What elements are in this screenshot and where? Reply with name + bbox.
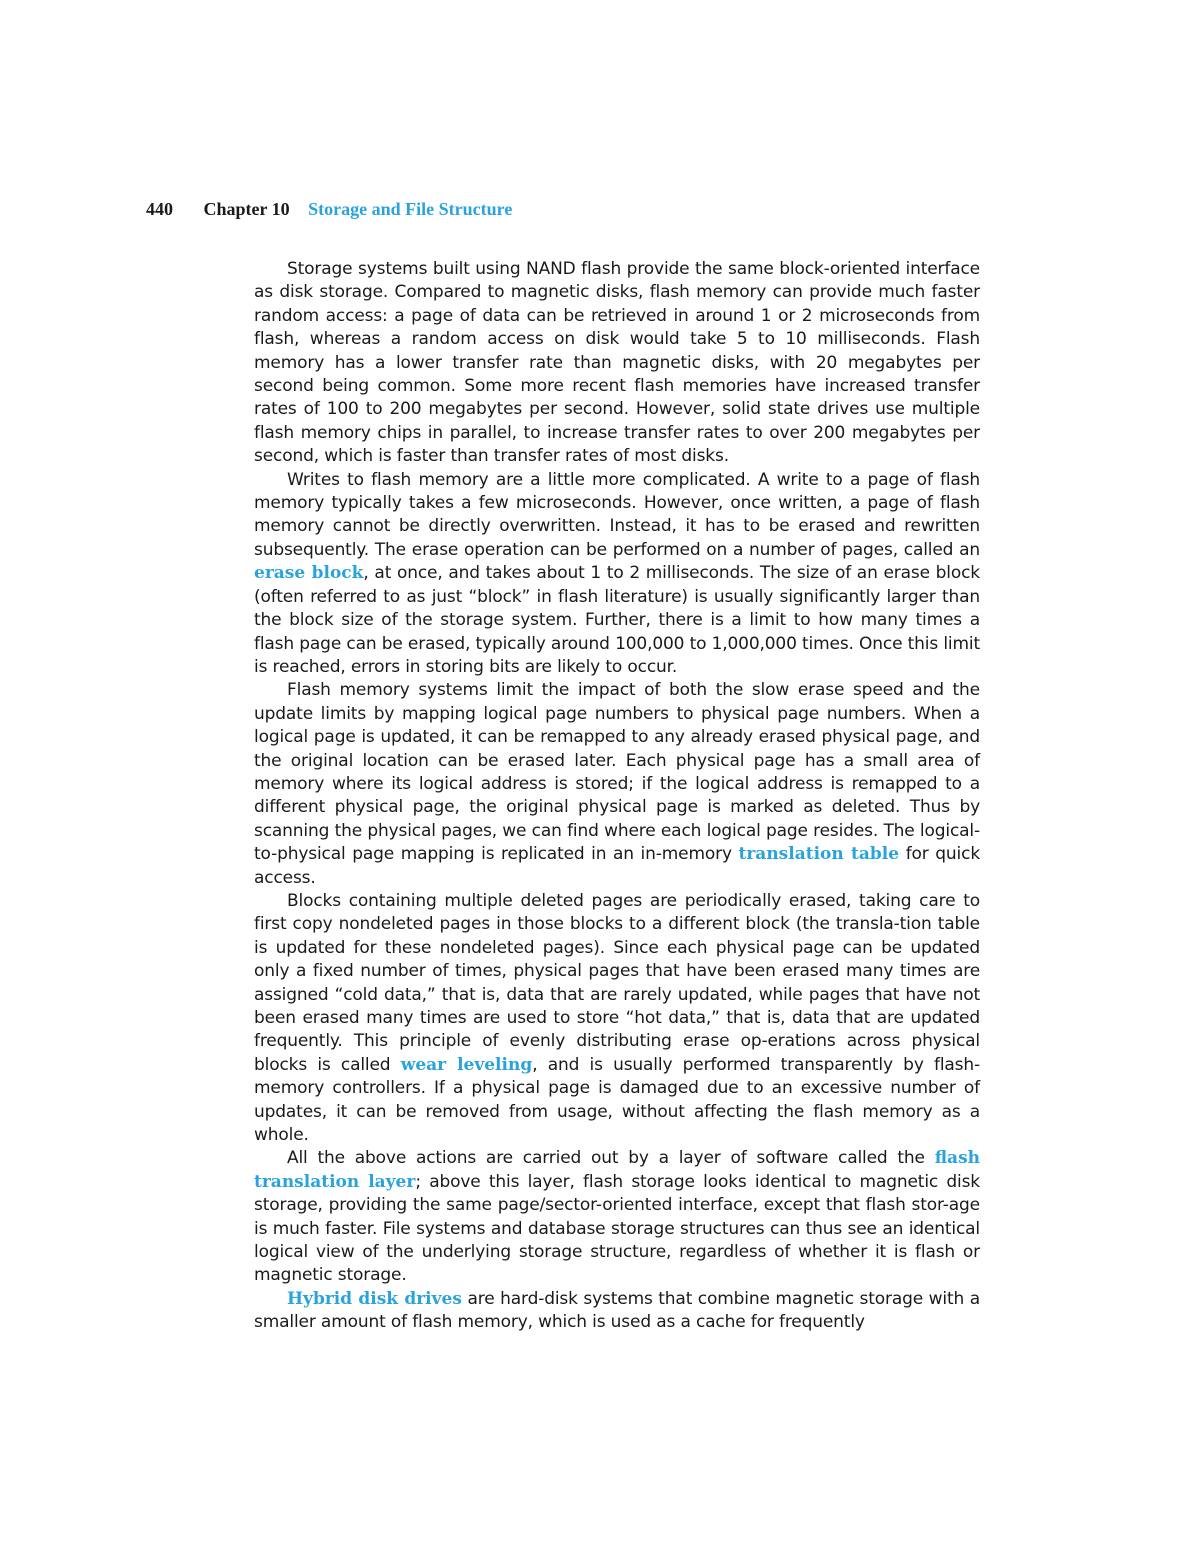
paragraph-flash-translation-layer — [254, 1147, 980, 1287]
paragraph-text: Writes to flash memory are a little more complicated. A write to a page of flash memory typically takes a few microseconds. However, once written, a page of flash memory cannot be directly overwritten. Instead, it has to be erased and rewritten subsequently. The erase operation can be performed on a number of pages, called an — [254, 469, 980, 560]
paragraph-text: for quick access. — [254, 844, 981, 888]
term-translation-table: translation table — [738, 844, 900, 865]
paragraph-nand-flash: Storage systems built using NAND flash provide the same block-oriented interface as disk storage. Compared to magnetic disks, flash memory can provide much faster random access: a page of data can be retrieved in around 1 or 2 microseconds from flash, whereas a random access on disk would take 5 to 10 milliseconds. Flash memory has a lower transfer rate than magnetic disks, with 20 megabytes per second being common. Some more recent flash memories have increased transfer rates of 100 to 200 megabytes per second. However, solid state drives use multiple flash memory chips in parallel, to increase transfer rates to over 200 megabytes per second, which is faster than transfer rates of most disks. — [254, 259, 980, 467]
paragraph-flash-writes — [254, 469, 980, 680]
paragraph-text: , at once, and takes about 1 to 2 milliseconds. The size of an erase block (often referred to as just “block” in flash literature) is usually significantly larger than the block size of the storage system. Further, there is a limit to how many times a flash page can be erased, typically around 100,000 to 1,000,000 times. Once this limit is reached, errors in storing bits are likely to occur. — [254, 563, 980, 677]
paragraph-text: are hard-disk systems that combine magnetic storage with a smaller amount of flash memory, which is used as a cache for frequently — [254, 1288, 980, 1333]
body-text — [254, 258, 980, 1335]
running-header — [146, 199, 512, 220]
chapter-title: Storage and File Structure — [308, 199, 513, 219]
paragraph-text: ; above this layer, flash storage looks identical to magnetic disk storage, providing the same page/sector-oriented interface, except that flash stor-age is much faster. File systems and database storage structures can thus see an identical logical view of the underlying storage structure, regardless of whether it is flash or magnetic storage. — [254, 1171, 981, 1286]
paragraph-text: Blocks containing multiple deleted pages are periodically erased, taking care to first copy nondeleted pages in those blocks to a different block (the transla-tion table is updated for these nondeleted pages). Since each physical page can be updated only a fixed number of times, physical pages that have been erased many times are assigned “cold data,” that is, data that are rarely updated, while pages that have not been erased many times are used to store “hot data,” that is, data that are updated frequently. This principle of evenly distributing erase op-erations across physical blocks is called — [254, 890, 980, 1075]
paragraph-text: , and is usually performed transparently by flash-memory controllers. If a physical page is damaged due to an excessive number of updates, it can be removed from usage, without affecting the flash memory as a whole. — [254, 1054, 980, 1146]
paragraph-wear-leveling — [254, 890, 980, 1147]
paragraph-text: All the above actions are carried out by a layer of software called the — [287, 1148, 935, 1169]
term-hybrid-disk-drives: Hybrid disk drives — [287, 1288, 462, 1309]
page-number: 440 — [146, 199, 173, 219]
paragraph-text: Flash memory systems limit the impact of both the slow erase speed and the update limits by mapping logical page numbers to physical page numbers. When a logical page is updated, it can be remapped to any already erased physical page, and the original location can be erased later. Each physical page has a small area of memory where its logical address is stored; if the logical address is remapped to a different physical page, the original physical page is marked as deleted. Thus by scanning the physical pages, we can find where each logical page resides. The logical-to-physical page mapping is replicated in an in-memory — [254, 680, 980, 865]
chapter-label: Chapter 10 — [203, 199, 290, 219]
paragraph-hybrid-drives — [254, 1288, 980, 1335]
term-erase-block: erase block — [254, 563, 364, 584]
paragraph-page-mapping — [254, 679, 980, 890]
term-flash-translation-layer: flash translation layer — [254, 1148, 980, 1192]
term-wear-leveling: wear leveling — [400, 1054, 533, 1075]
